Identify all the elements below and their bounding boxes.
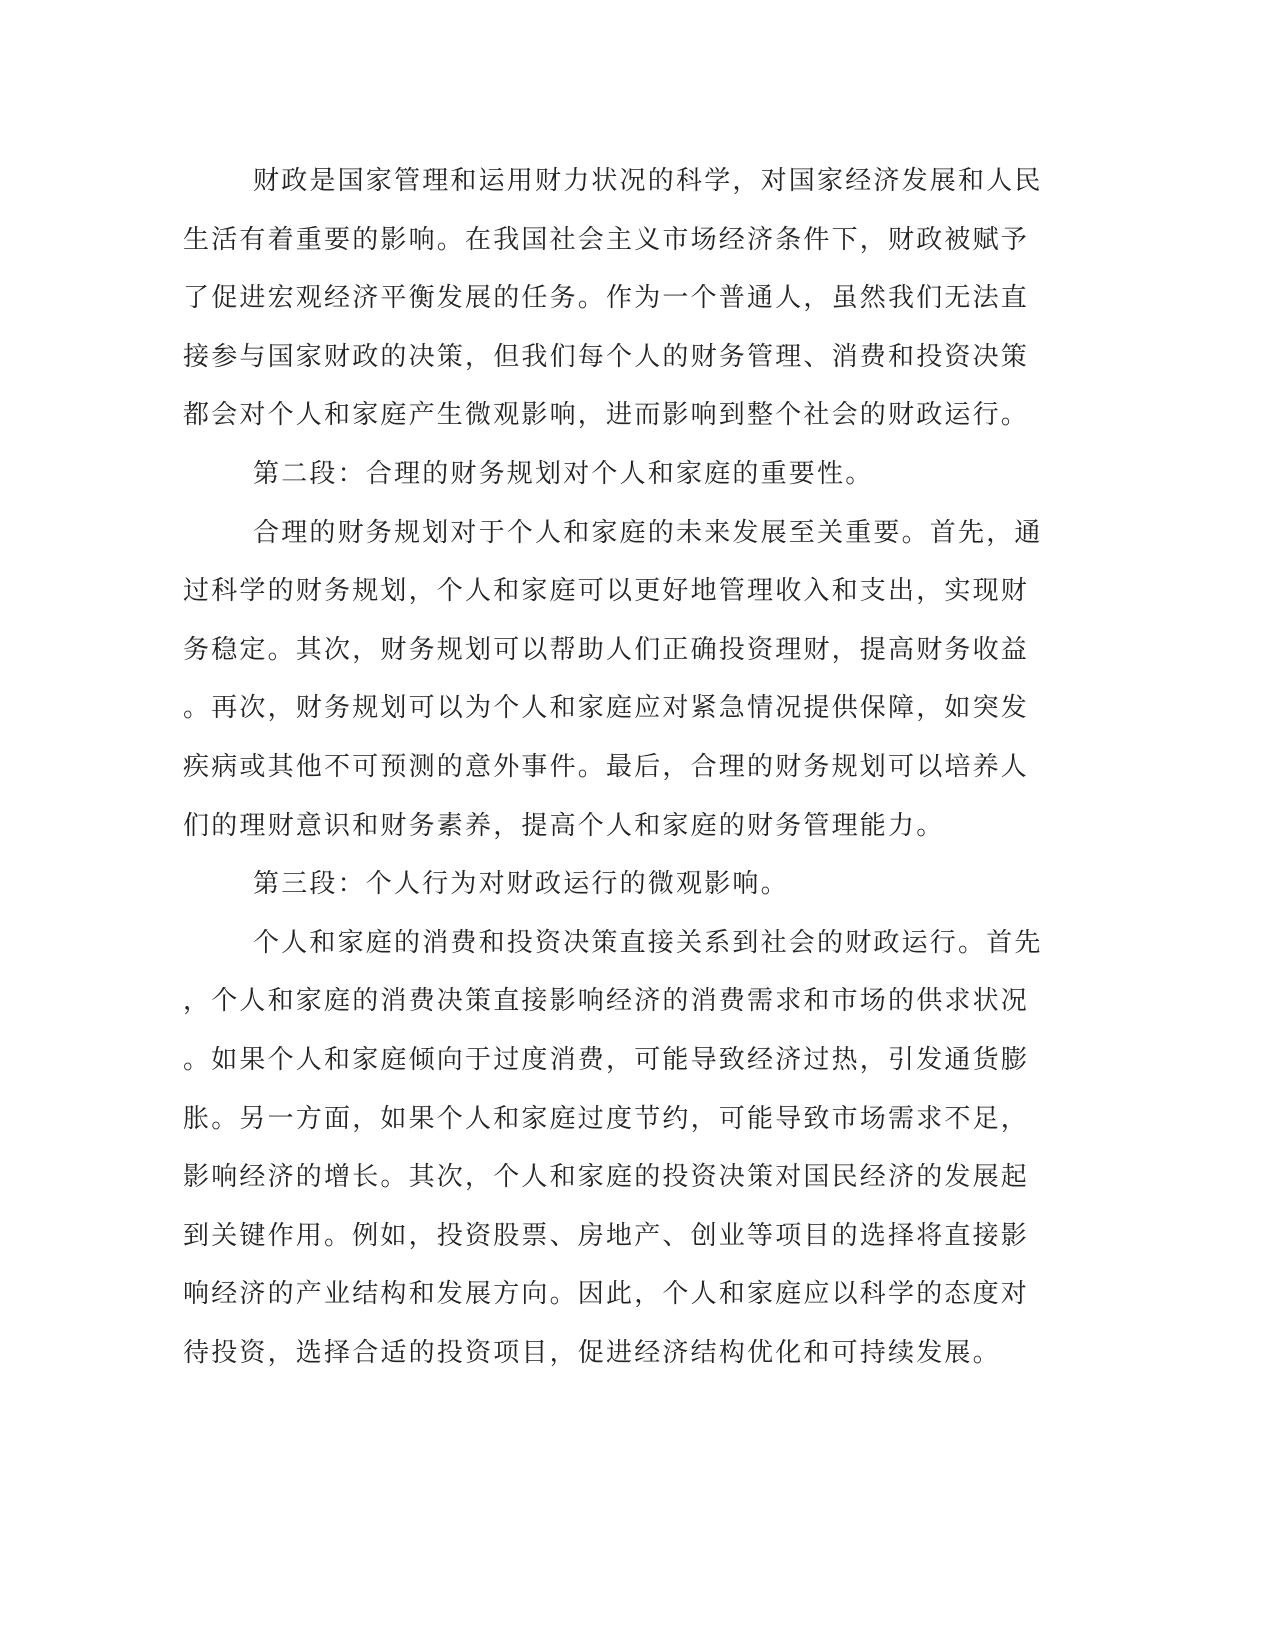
paragraph-1-line-3: 了促进宏观经济平衡发展的任务。作为一个普通人，虽然我们无法直 <box>183 283 1030 314</box>
paragraph-2-line-5: 疾病或其他不可预测的意外事件。最后，合理的财务规划可以培养人 <box>183 751 1030 782</box>
paragraph-2-line-4: 。再次，财务规划可以为个人和家庭应对紧急情况提供保障，如突发 <box>183 693 1030 724</box>
paragraph-3-line-7: 响经济的产业结构和发展方向。因此，个人和家庭应以科学的态度对 <box>183 1279 1030 1310</box>
paragraph-3-line-5: 影响经济的增长。其次，个人和家庭的投资决策对国民经济的发展起 <box>183 1162 1030 1193</box>
paragraph-3-line-2: ，个人和家庭的消费决策直接影响经济的消费需求和市场的供求状况 <box>183 986 1030 1017</box>
paragraph-3-line-8: 待投资，选择合适的投资项目，促进经济结构优化和可持续发展。 <box>183 1337 1001 1368</box>
paragraph-3-line-4: 胀。另一方面，如果个人和家庭过度节约，可能导致市场需求不足， <box>183 1103 1030 1134</box>
paragraph-2-line-1: 合理的财务规划对于个人和家庭的未来发展至关重要。首先，通 <box>253 517 1043 548</box>
paragraph-2-line-6: 们的理财意识和财务素养，提高个人和家庭的财务管理能力。 <box>183 810 945 841</box>
paragraph-1-line-4: 接参与国家财政的决策，但我们每个人的财务管理、消费和投资决策 <box>183 341 1030 372</box>
paragraph-1-line-1: 财政是国家管理和运用财力状况的科学，对国家经济发展和人民 <box>253 166 1043 196</box>
paragraph-2-line-3: 务稳定。其次，财务规划可以帮助人们正确投资理财，提高财务收益 <box>183 634 1030 665</box>
section-heading-3: 第三段：个人行为对财政运行的微观影响。 <box>253 869 789 900</box>
document-body <box>183 152 1043 1382</box>
section-heading-2: 第二段：合理的财务规划对个人和家庭的重要性。 <box>253 458 874 489</box>
paragraph-3-line-1: 个人和家庭的消费和投资决策直接关系到社会的财政运行。首先 <box>253 927 1043 958</box>
paragraph-1-line-2: 生活有着重要的影响。在我国社会主义市场经济条件下，财政被赋予 <box>183 224 1030 255</box>
paragraph-3-line-6: 到关键作用。例如，投资股票、房地产、创业等项目的选择将直接影 <box>183 1220 1030 1251</box>
paragraph-2-line-2: 过科学的财务规划，个人和家庭可以更好地管理收入和支出，实现财 <box>183 576 1030 607</box>
paragraph-3-line-3: 。如果个人和家庭倾向于过度消费，可能导致经济过热，引发通货膨 <box>183 1044 1030 1075</box>
paragraph-1-line-5: 都会对个人和家庭产生微观影响，进而影响到整个社会的财政运行。 <box>183 400 1030 431</box>
